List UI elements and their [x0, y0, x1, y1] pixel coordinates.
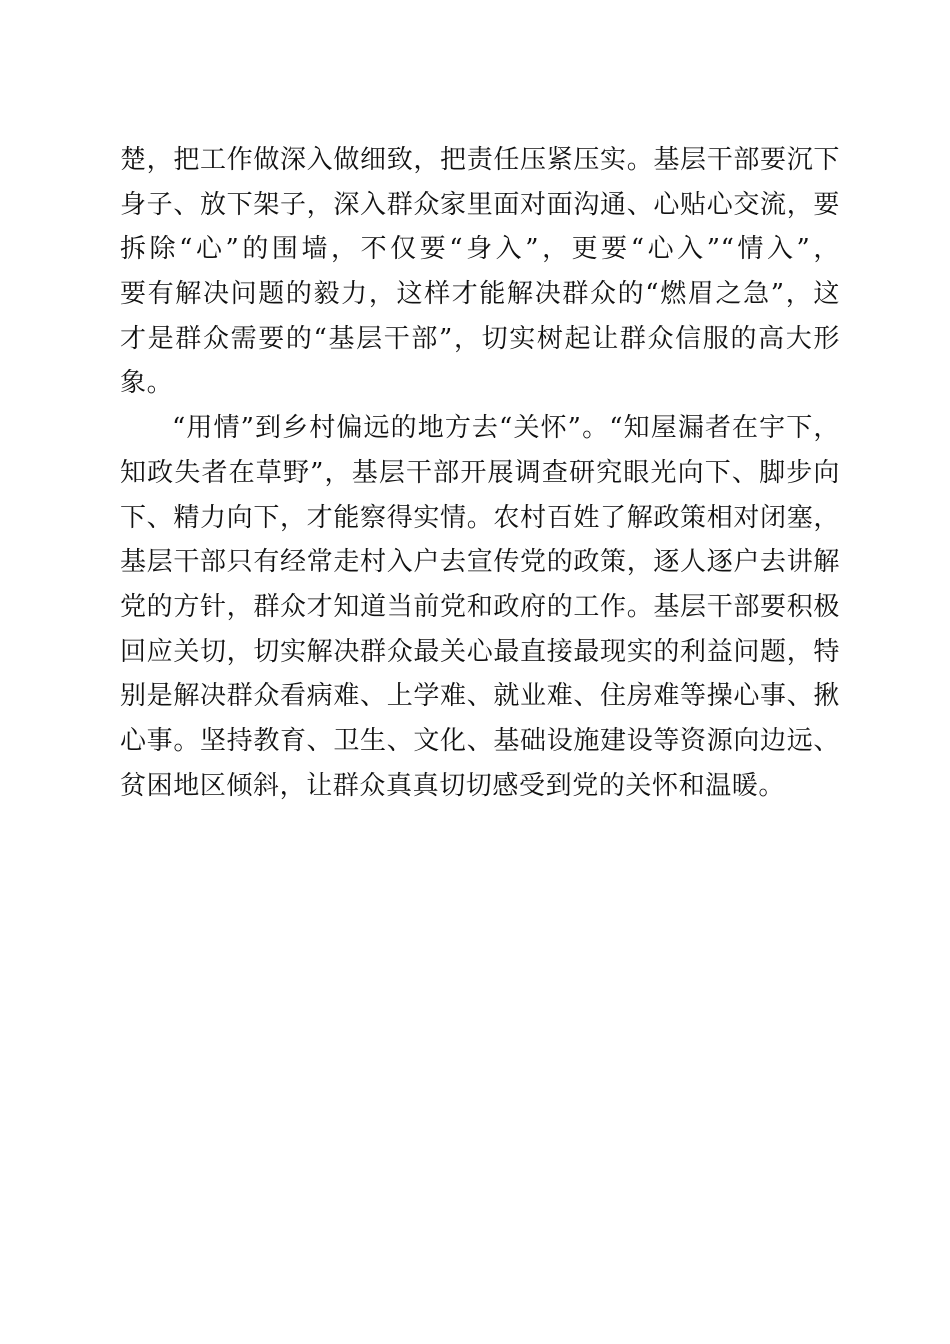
paragraph-line: 基层干部只有经常走村入户去宣传党的政策，逐人逐户去讲解 — [120, 547, 840, 578]
paragraph-line: 党的方针，群众才知道当前党和政府的工作。基层干部要积极 — [120, 591, 840, 622]
document-body — [120, 138, 840, 808]
paragraph-line: 回应关切，切实解决群众最关心最直接最现实的利益问题，特 — [120, 636, 840, 667]
paragraph-line: 心事。坚持教育、卫生、文化、基础设施建设等资源向边远、 — [120, 725, 840, 756]
paragraph-line: 身子、放下架子，深入群众家里面对面沟通、心贴心交流，要 — [120, 189, 840, 220]
paragraph-line: 才是群众需要的“基层干部”，切实树起让群众信服的高大形 — [120, 323, 840, 354]
paragraph-line: 贫困地区倾斜，让群众真真切切感受到党的关怀和温暖。 — [120, 770, 786, 801]
paragraph-line: 拆除“心”的围墙，不仅要“身入”，更要“心入”“情入”， — [120, 234, 840, 265]
paragraph-line: 象。 — [120, 368, 174, 399]
paragraph-2 — [120, 406, 840, 808]
paragraph-line: 要有解决问题的毅力，这样才能解决群众的“燃眉之急”，这 — [120, 279, 840, 310]
paragraph-line: 下、精力向下，才能察得实情。农村百姓了解政策相对闭塞， — [120, 502, 840, 533]
paragraph-line: 知政失者在草野”，基层干部开展调查研究眼光向下、脚步向 — [120, 457, 840, 488]
paragraph-line: “用情”到乡村偏远的地方去“关怀”。“知屋漏者在宇下， — [172, 413, 840, 444]
paragraph-1 — [120, 138, 840, 406]
paragraph-line: 别是解决群众看病难、上学难、就业难、住房难等操心事、揪 — [120, 681, 840, 712]
paragraph-line: 楚，把工作做深入做细致，把责任压紧压实。基层干部要沉下 — [120, 145, 840, 175]
